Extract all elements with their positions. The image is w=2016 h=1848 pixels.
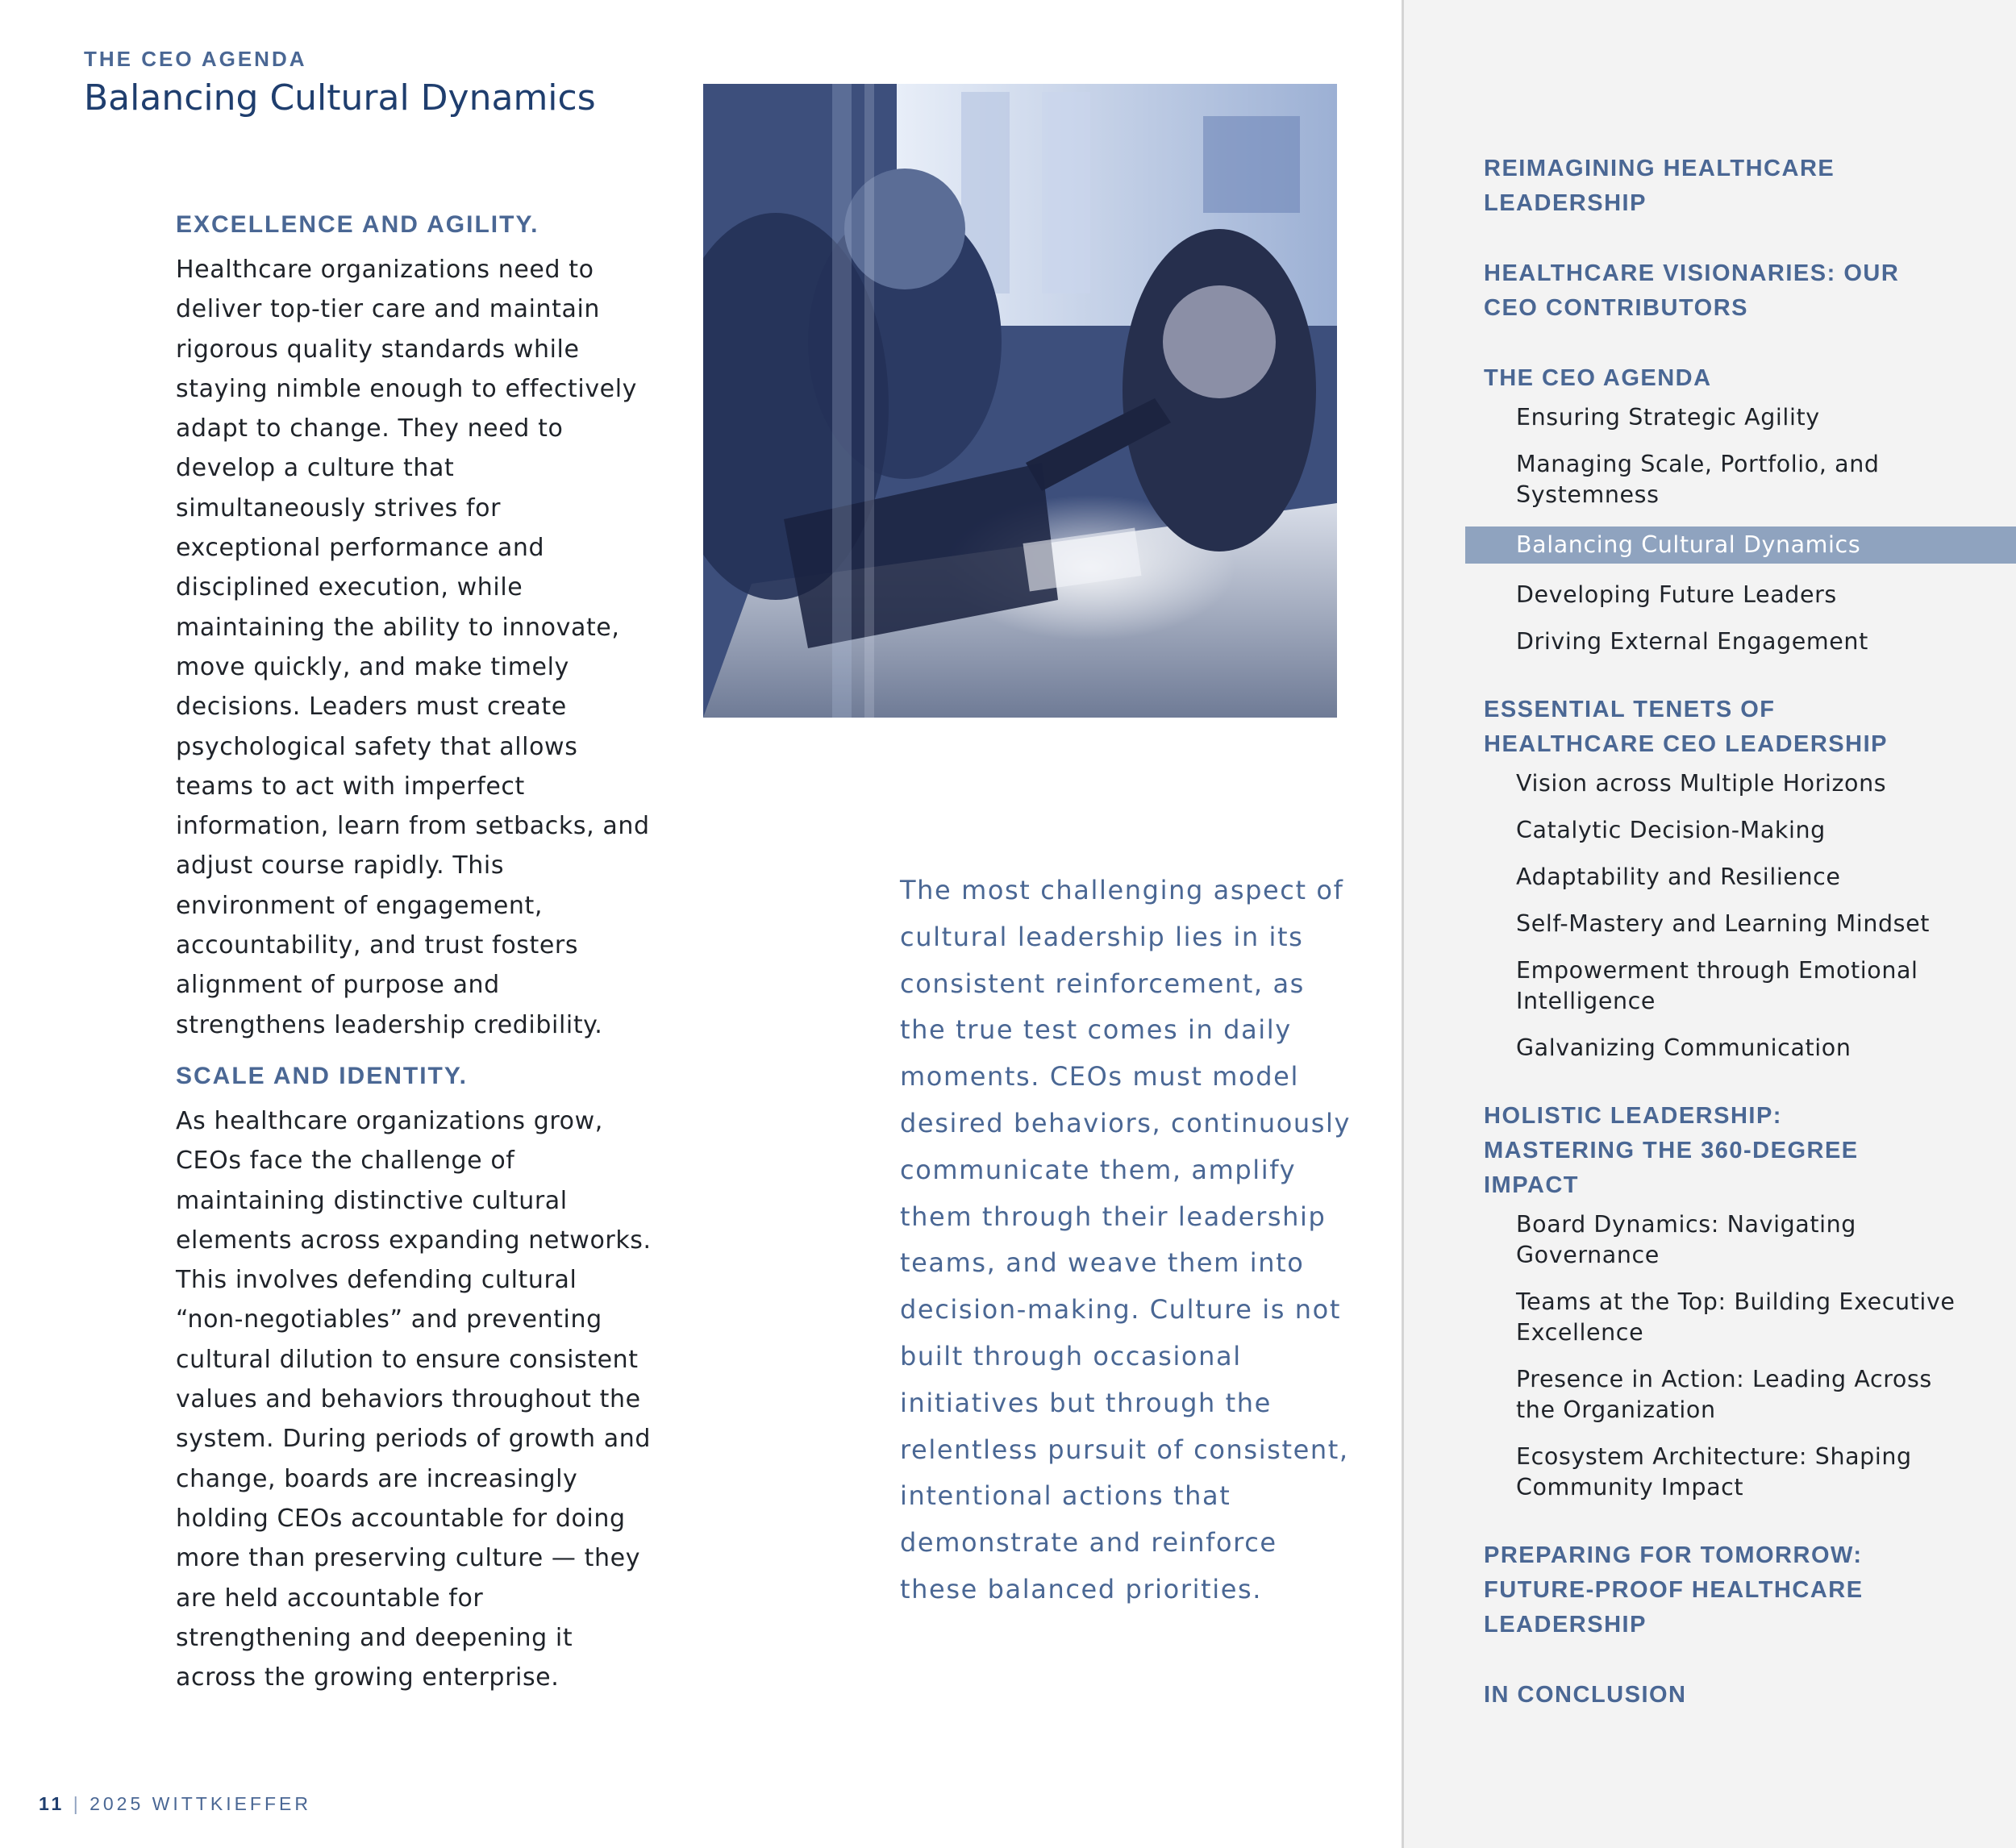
toc-item-presence[interactable]: Presence in Action: Leading Across the Organization <box>1516 1366 1932 1423</box>
table-of-contents <box>1404 152 2016 1713</box>
scale-body: As healthcare organizations grow, CEOs face the challenge of maintaining distinctive cultural elements across expanding networks. This involves defending cultural “non-negotiables” and preventing cultural dilution to ensure consistent values and behaviors throughout the system. During periods of growth and change, boards are increasingly holding CEOs accountable for doing more than preserving culture — they are held accountable for strengthening and deepening it across the growing enterprise. <box>176 1107 652 1692</box>
toc-item-teams-at-top[interactable]: Teams at the Top: Building Executive Excellence <box>1516 1288 1956 1346</box>
page-title: Balancing Cultural Dynamics <box>84 77 596 119</box>
toc-item-managing-scale[interactable]: Managing Scale, Portfolio, and Systemness <box>1516 451 1880 508</box>
toc-item-vision[interactable]: Vision across Multiple Horizons <box>1516 770 1887 797</box>
toc-sidebar <box>1402 0 2016 1848</box>
toc-item-empowerment[interactable]: Empowerment through Emotional Intelligence <box>1516 957 1918 1014</box>
toc-section-essential-tenets[interactable]: ESSENTIAL TENETS OF HEALTHCARE CEO LEADERSHIP <box>1484 697 1888 757</box>
toc-item-ecosystem[interactable]: Ecosystem Architecture: Shaping Community Impact <box>1516 1443 1912 1500</box>
excellence-heading: EXCELLENCE AND AGILITY. <box>176 211 539 238</box>
toc-section-conclusion[interactable]: IN CONCLUSION <box>1484 1682 1687 1708</box>
toc-item-decision-making[interactable]: Catalytic Decision-Making <box>1516 817 1826 843</box>
excellence-body: Healthcare organizations need to deliver top-tier care and maintain rigorous quality standards while staying nimble enough to effectively adapt to change. They need to develop a culture that simultaneously strives for exceptional performance and disciplined execution, while maintaining the ability to innovate, move quickly, and make timely decisions. Leaders must create psychological safety that allows teams to act with imperfect information, learn from setbacks, and adjust course rapidly. This environment of engagement, accountability, and trust fosters alignment of purpose and strengthens leadership credibility. <box>176 256 650 1039</box>
page-footer <box>39 1793 311 1815</box>
toc-item-future-leaders[interactable]: Developing Future Leaders <box>1516 581 1837 608</box>
toc-item-cultural-dynamics-active[interactable]: Balancing Cultural Dynamics <box>1465 527 2016 564</box>
scale-section <box>176 1063 652 1697</box>
toc-section-preparing[interactable]: PREPARING FOR TOMORROW: FUTURE-PROOF HEALTHCARE LEADERSHIP <box>1484 1542 1864 1638</box>
toc-item-adaptability[interactable]: Adaptability and Resilience <box>1516 864 1841 890</box>
toc-section-visionaries[interactable]: HEALTHCARE VISIONARIES: OUR CEO CONTRIBUTORS <box>1484 260 1900 321</box>
page-number: 11 <box>39 1793 65 1814</box>
footer-separator: | <box>73 1793 81 1814</box>
section-label: THE CEO AGENDA <box>84 47 307 71</box>
toc-section-ceo-agenda[interactable]: THE CEO AGENDA <box>1484 365 1712 391</box>
toc-item-communication[interactable]: Galvanizing Communication <box>1516 1034 1851 1061</box>
footer-publisher: 2025 WITTKIEFFER <box>90 1793 311 1814</box>
toc-section-reimagining[interactable]: REIMAGINING HEALTHCARE LEADERSHIP <box>1484 156 1835 216</box>
toc-item-board-dynamics[interactable]: Board Dynamics: Navigating Governance <box>1516 1211 1856 1268</box>
toc-section-holistic[interactable]: HOLISTIC LEADERSHIP: MASTERING THE 360-DEGREE IMPACT <box>1484 1103 1859 1198</box>
meeting-photo-illustration <box>703 84 1337 718</box>
toc-item-strategic-agility[interactable]: Ensuring Strategic Agility <box>1516 404 1820 431</box>
meeting-photo <box>703 84 1337 718</box>
toc-item-external-engagement[interactable]: Driving External Engagement <box>1516 628 1868 655</box>
pull-quote: The most challenging aspect of cultural leadership lies in its consistent reinforcement, as the true test comes in daily moments. CEOs must model desired behaviors, continuously communicate them, amplify them through their leadership teams, and weave them into decision-making. Culture is not built through occasional initiatives but through the relentless pursuit of consistent, intentional actions that demonstrate and reinforce these balanced priorities. <box>900 875 1352 1605</box>
scale-heading: SCALE AND IDENTITY. <box>176 1063 468 1089</box>
toc-item-self-mastery[interactable]: Self-Mastery and Learning Mindset <box>1516 910 1931 937</box>
excellence-section <box>176 211 652 1045</box>
